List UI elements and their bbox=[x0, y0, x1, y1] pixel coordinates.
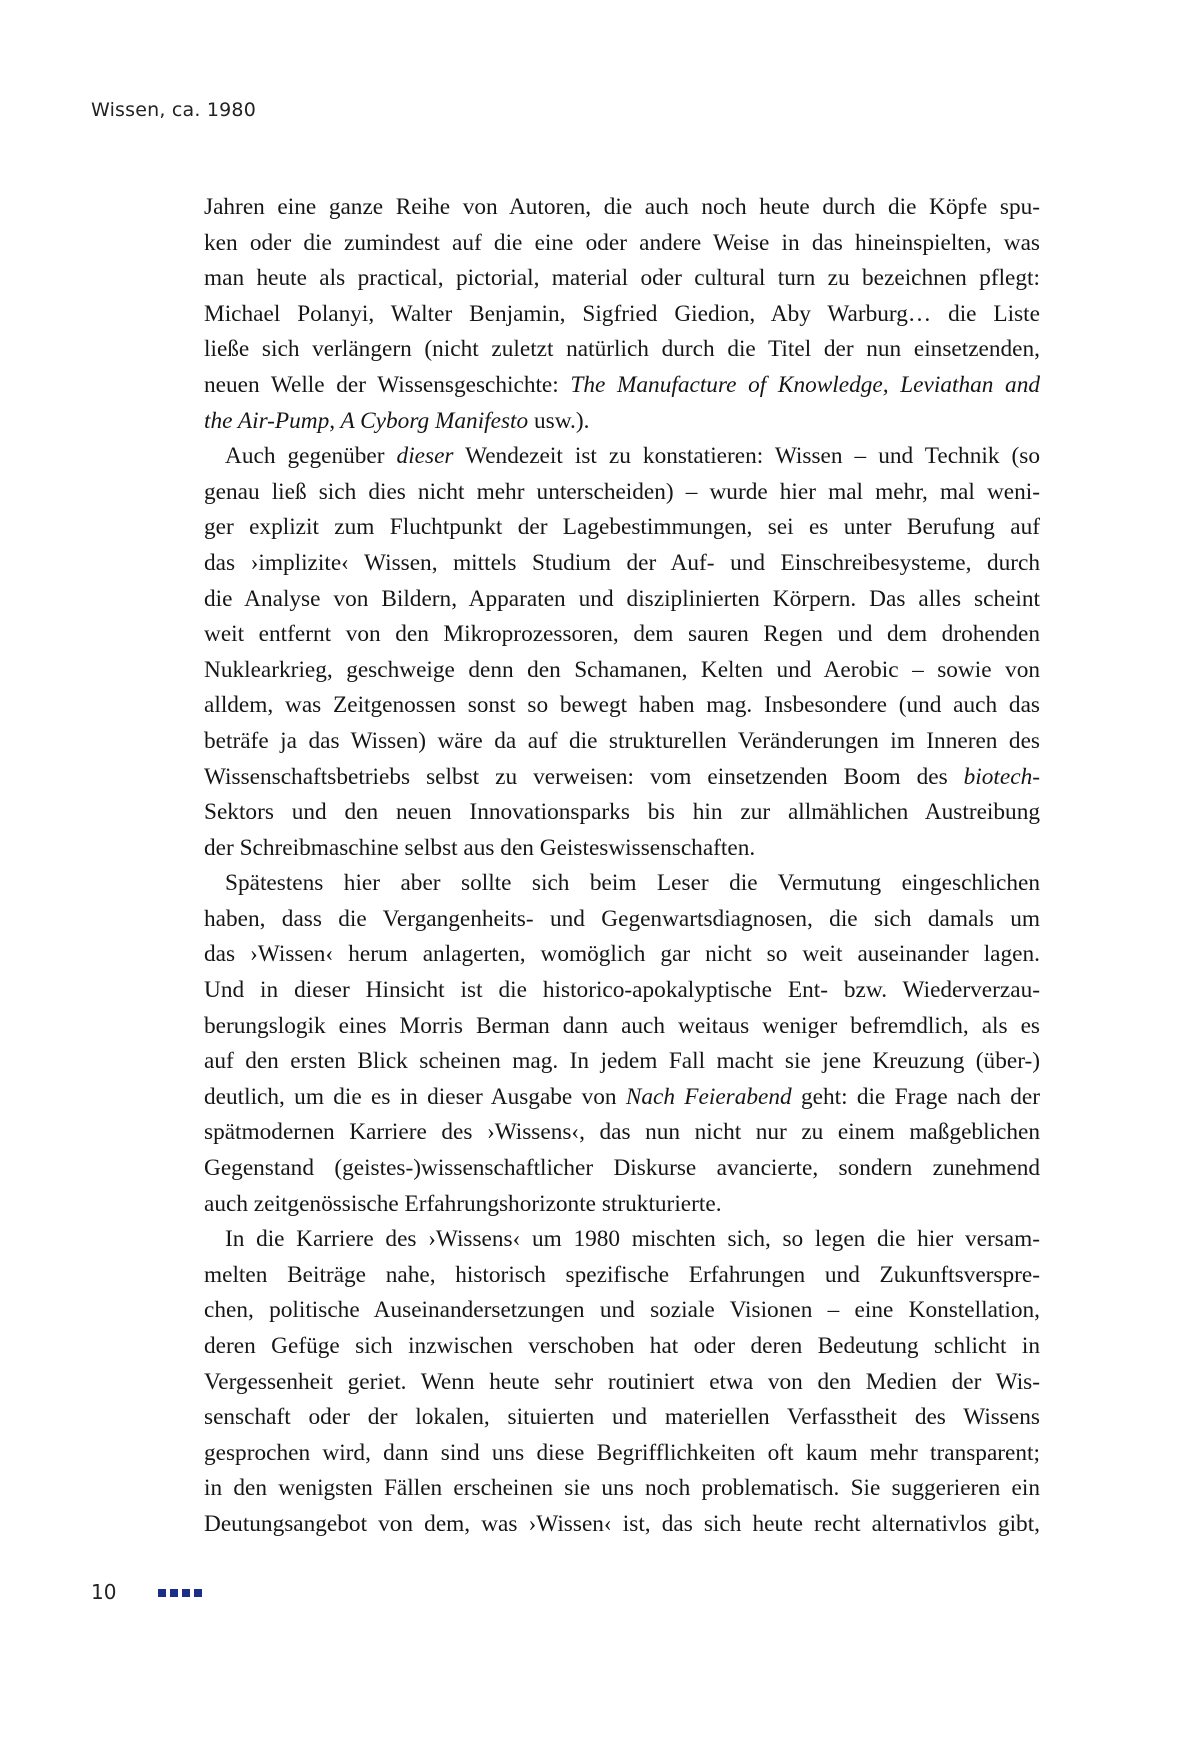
page-ornament-squares bbox=[158, 1589, 202, 1597]
text-line bbox=[204, 439, 1040, 475]
text-line: auch zeitgenössische Erfahrungshorizonte strukturierte. bbox=[204, 1190, 722, 1217]
italic-emphasis: dieser bbox=[396, 443, 454, 470]
text-line: haben, dass die Vergangenheits- und Gegenwartsdiagnosen, die sich damals um bbox=[204, 905, 1040, 932]
text-run: Wendezeit ist zu konstatieren: Wissen – und Technik (so bbox=[453, 443, 1040, 470]
text-line: spätmodernen Karriere des ›Wissens‹, das nun nicht nur zu einem maßgeblichen bbox=[204, 1119, 1040, 1146]
text-line: der Schreibmaschine selbst aus den Geisteswissenschaften. bbox=[204, 834, 756, 861]
text-line: das ›Wissen‹ herum anlagerten, womöglich gar nicht so weit auseinander lagen. bbox=[204, 941, 1040, 968]
text-line: deren Gefüge sich inzwischen verschoben hat oder deren Bedeutung schlicht in bbox=[204, 1333, 1040, 1359]
text-line: Spätestens hier aber sollte sich beim Leser die Vermutung eingeschlichen bbox=[225, 870, 1040, 897]
text-line: Sektors und den neuen Innovationsparks bis hin zur allmählichen Austreibung bbox=[204, 799, 1040, 826]
text-line: gesprochen wird, dann sind uns diese Begrifflichkeiten oft kaum mehr transparent; bbox=[204, 1439, 1040, 1466]
text-line: genau ließ sich dies nicht mehr unterscheiden) – wurde hier mal mehr, mal weni- bbox=[204, 478, 1040, 505]
text-line: ger explizit zum Fluchtpunkt der Lagebestimmungen, sei es unter Berufung auf bbox=[204, 514, 1040, 541]
ornament-square bbox=[170, 1589, 178, 1597]
ornament-square bbox=[182, 1589, 190, 1597]
text-line: Gegenstand (geistes-)wissenschaftlicher Diskurse avancierte, sondern zunehmend bbox=[204, 1155, 1040, 1182]
text-line bbox=[204, 368, 1040, 404]
italic-title: the Air-Pump, A Cyborg Manifesto bbox=[204, 407, 529, 434]
italic-title: Nach Feierabend bbox=[625, 1083, 792, 1110]
ornament-square bbox=[194, 1589, 202, 1597]
text-line: beträfe ja das Wissen) wäre da auf die strukturellen Veränderungen im Inneren des bbox=[204, 727, 1040, 754]
text-line: Vergessenheit geriet. Wenn heute sehr routiniert etwa von den Medien der Wis- bbox=[204, 1368, 1040, 1395]
text-line: Wissenschaftsbetriebs selbst zu verweisen: vom einsetzenden Boom des biotech- bbox=[204, 763, 1040, 790]
text-line: berungslogik eines Morris Berman dann auch weitaus weniger befremdlich, als es bbox=[204, 1012, 1040, 1039]
running-head: Wissen, ca. 1980 bbox=[91, 99, 256, 121]
text-line: Und in dieser Hinsicht ist die historico-apokalyptische Ent- bzw. Wiederverzau- bbox=[204, 977, 1040, 1004]
text-line: Deutungsangebot von dem, was ›Wissen‹ ist, das sich heute recht alternativlos gibt, bbox=[204, 1510, 1040, 1537]
italic-emphasis: biotech bbox=[963, 763, 1033, 790]
text-line: man heute als practical, pictorial, material oder cultural turn zu bezeichnen pflegt: bbox=[204, 265, 1040, 292]
ornament-square bbox=[158, 1589, 166, 1597]
body-text bbox=[204, 190, 1040, 1543]
text-run: Auch gegenüber bbox=[225, 443, 397, 470]
text-line: ken oder die zumindest auf die eine oder andere Weise in das hineinspielten, was bbox=[204, 229, 1040, 256]
text-line: in den wenigsten Fällen erscheinen sie uns noch problematisch. Sie suggerieren ein bbox=[204, 1475, 1040, 1502]
paragraph-3 bbox=[204, 866, 1040, 1222]
text-run: Wissenschaftsbetriebs selbst zu verweisen: vom einsetzenden Boom des bbox=[204, 763, 964, 790]
text-line: die Analyse von Bildern, Apparaten und disziplinierten Körpern. Das alles scheint bbox=[204, 585, 1040, 612]
text-line bbox=[204, 1080, 1040, 1116]
text-line: Jahren eine ganze Reihe von Autoren, die auch noch heute durch die Köpfe spu- bbox=[204, 194, 1040, 220]
text-run: usw.). bbox=[528, 407, 590, 434]
text-run: geht: die Frage nach der bbox=[791, 1083, 1040, 1110]
paragraph-4 bbox=[204, 1222, 1040, 1542]
text-line: das ›implizite‹ Wissen, mittels Studium der Auf- und Einschreibesysteme, durch bbox=[204, 549, 1040, 576]
text-line: weit entfernt von den Mikroprozessoren, dem sauren Regen und dem drohenden bbox=[204, 621, 1040, 648]
italic-title: The Manufacture of Knowledge, Leviathan and bbox=[570, 371, 1040, 398]
paragraph-1 bbox=[204, 190, 1040, 439]
text-line bbox=[204, 404, 1040, 440]
text-line: Nuklearkrieg, geschweige denn den Schamanen, Kelten und Aerobic – sowie von bbox=[204, 656, 1040, 683]
text-line: melten Beiträge nahe, historisch spezifische Erfahrungen und Zukunftsverspre- bbox=[204, 1261, 1040, 1288]
text-line: In die Karriere des ›Wissens‹ um 1980 mischten sich, so legen die hier versam- bbox=[225, 1226, 1040, 1253]
page-number: 10 bbox=[91, 1580, 117, 1604]
text-line: auf den ersten Blick scheinen mag. In jedem Fall macht sie jene Kreuzung (über-) bbox=[204, 1048, 1040, 1075]
text-run: deutlich, um die es in dieser Ausgabe von bbox=[204, 1083, 626, 1110]
text-line: alldem, was Zeitgenossen sonst so bewegt haben mag. Insbesondere (und auch das bbox=[204, 692, 1040, 719]
text-line: ließe sich verlängern (nicht zuletzt natürlich durch die Titel der nun einsetzenden, bbox=[204, 336, 1040, 363]
paragraph-2 bbox=[204, 439, 1040, 866]
text-run: neuen Welle der Wissensgeschichte: bbox=[204, 371, 571, 398]
text-line: chen, politische Auseinandersetzungen und soziale Visionen – eine Konstellation, bbox=[204, 1297, 1040, 1324]
text-line: Michael Polanyi, Walter Benjamin, Sigfried Giedion, Aby Warburg… die Liste bbox=[204, 300, 1040, 327]
text-line: senschaft oder der lokalen, situierten und materiellen Verfasstheit des Wissens bbox=[204, 1404, 1040, 1431]
